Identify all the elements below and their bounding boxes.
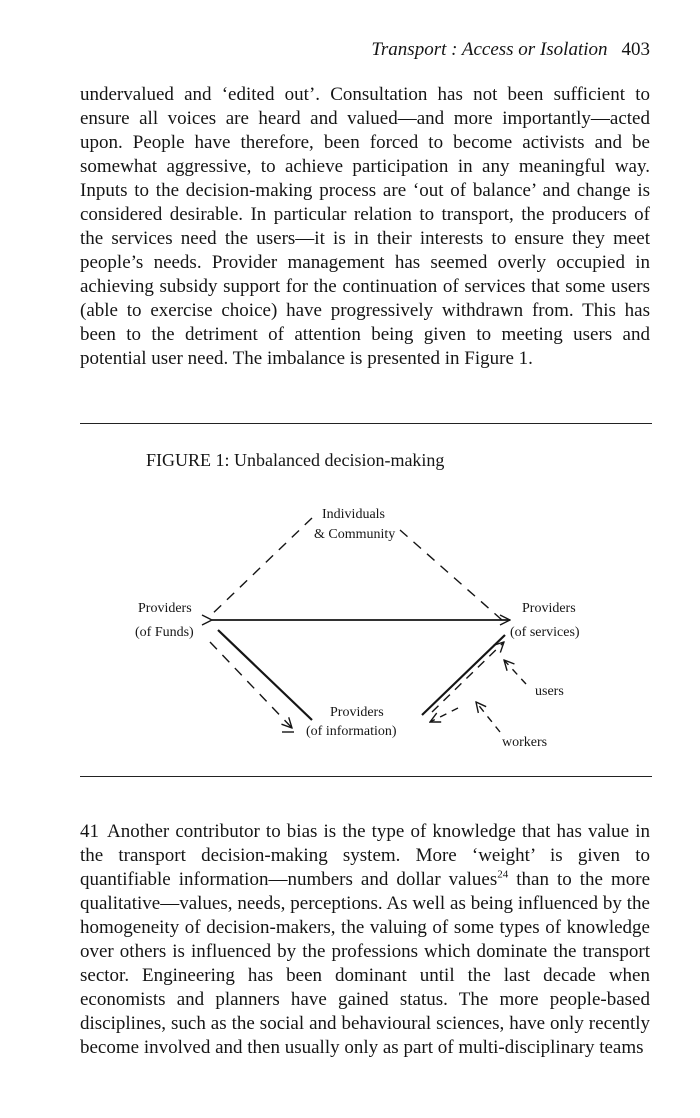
node-providers-services-label-1: Providers: [522, 601, 576, 616]
node-individuals-label-1: Individuals: [322, 507, 385, 522]
page-number: 403: [621, 39, 650, 60]
dashed-arrow-funds-information: [210, 642, 292, 728]
figure-bottom-rule: [80, 776, 652, 777]
paragraph-text-part-2: than to the more qualitative—values, needs, perceptions. As well as being influenced by the homogeneity of decision-makers, the valuing of some types of knowledge over others is influenced by the professions which dominate the transport sector. Engineering has been dominant until the last decade when economists and planners have gained status. The more people-based disciplines, such as the social and behavioural sciences, have only recently become involved and then usually only as part of multi-disciplinary teams: [80, 869, 650, 1058]
running-title: Transport : Access or Isolation: [371, 39, 608, 60]
figure-top-rule: [80, 423, 652, 424]
paragraph-number: 41: [80, 821, 99, 842]
body-paragraph-1: undervalued and ‘edited out’. Consultation has not been sufficient to ensure all voices are heard and valued—and more importantly—acted upon. People have therefore, been forced to become activists and be somewhat aggressive, to achieve participation in any meaningful way. Inputs to the decision-making process are ‘out of balance’ and change is considered desirable. In particular relation to transport, the producers of the services need the users—it is in their interests to ensure they meet people’s needs. Provider management has seemed overly occupied in achieving subsidy support for the continuation of services that some users (able to exercise choice) have progressively withdrawn from. This has been to the detriment of attention being given to meeting users and potential user need. The imbalance is presented in Figure 1.: [80, 84, 650, 369]
body-paragraph-41: [80, 820, 650, 1060]
figure-caption: FIGURE 1: Unbalanced decision-making: [146, 450, 445, 470]
dashed-arrow-information-services: [432, 642, 504, 712]
paragraph-text-part-1: Another contributor to bias is the type of knowledge that has value in the transport decision-making system. More ‘weight’ is given to quantifiable information—numbers and dollar values: [80, 821, 650, 890]
dashed-arrow-workers: [476, 702, 500, 732]
node-providers-funds-label-1: Providers: [138, 601, 192, 616]
solid-link-funds-information: [218, 630, 312, 720]
node-providers-funds-label-2: (of Funds): [135, 625, 194, 640]
running-header: [80, 38, 650, 62]
footnote-ref: 24: [497, 868, 509, 881]
decision-making-diagram: [80, 470, 640, 770]
dashed-link-funds-community: [208, 518, 312, 618]
node-providers-information-label-1: Providers: [330, 705, 384, 720]
node-users-label: users: [535, 684, 564, 699]
node-individuals-label-2: & Community: [314, 527, 396, 542]
node-providers-services-label-2: (of services): [510, 625, 580, 640]
dashed-link-community-services: [400, 530, 502, 620]
dashed-arrow-users: [504, 660, 526, 684]
solid-link-services-information: [422, 635, 505, 715]
node-providers-information-label-2: (of information): [306, 724, 397, 739]
node-workers-label: workers: [502, 735, 548, 750]
